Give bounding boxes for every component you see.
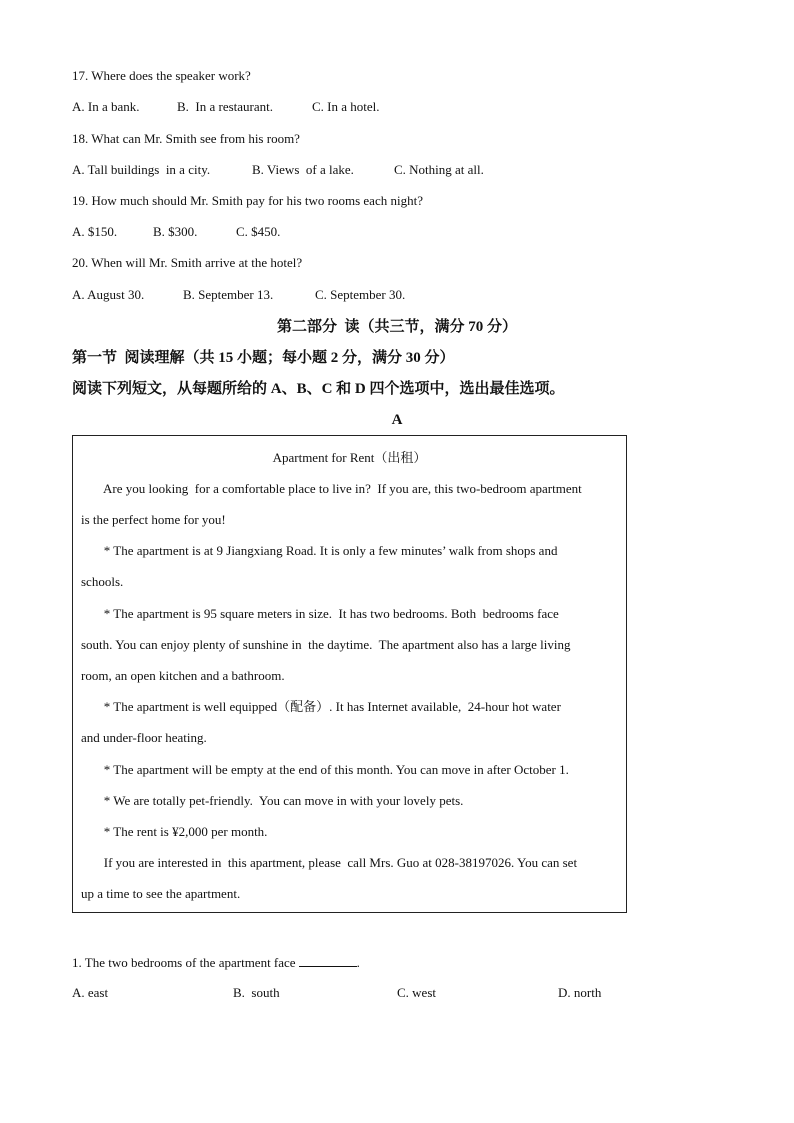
option: B. south xyxy=(233,985,280,1000)
ad-line: * We are totally pet-friendly. You can move in with your lovely pets. xyxy=(81,793,464,808)
ad-title: Apartment for Rent（出租） xyxy=(272,450,427,465)
ad-line: up a time to see the apartment. xyxy=(81,886,241,901)
ad-line: * The apartment is well equipped（配备）. It has Internet available, 24-hour hot water xyxy=(81,699,561,714)
ad-line: is the perfect home for you! xyxy=(81,512,226,527)
instruction: 阅读下列短文，从每题所给的 A、B、C 和 D 四个选项中，选出最佳选项。 xyxy=(72,381,565,397)
option: D. north xyxy=(558,985,602,1000)
ad-line: room, an open kitchen and a bathroom. xyxy=(81,668,285,683)
ad-line: * The apartment will be empty at the end of this month. You can move in after October 1. xyxy=(81,762,569,777)
option: C. In a hotel. xyxy=(312,99,380,114)
option: B. $300. xyxy=(153,224,198,239)
ad-line: * The apartment is at 9 Jiangxiang Road. It is only a few minutes’ walk from shops and xyxy=(81,543,558,558)
option: A. east xyxy=(72,985,109,1000)
option: C. $450. xyxy=(236,224,281,239)
option: A. In a bank. xyxy=(72,99,140,114)
ad-line: * The rent is ¥2,000 per month. xyxy=(81,824,268,839)
section1-heading: 第一节 阅读理解（共 15 小题；每小题 2 分，满分 30 分） xyxy=(72,350,455,366)
question-1-period: . xyxy=(356,955,360,970)
option: B. September 13. xyxy=(183,287,274,302)
question-1 xyxy=(72,954,360,971)
question-17: 17. Where does the speaker work? xyxy=(72,68,251,83)
question-18: 18. What can Mr. Smith see from his room? xyxy=(72,131,300,146)
part2-title: 第二部分 读（共三节，满分 70 分） xyxy=(276,319,517,335)
apartment-ad-box xyxy=(72,435,627,913)
option: A. Tall buildings in a city. xyxy=(72,162,211,177)
question-20: 20. When will Mr. Smith arrive at the hotel? xyxy=(72,255,303,270)
passage-label: A xyxy=(391,412,403,428)
ad-line: Are you looking for a comfortable place to live in? If you are, this two-bedroom apartment xyxy=(81,481,582,496)
ad-line: south. You can enjoy plenty of sunshine in the daytime. The apartment also has a large living xyxy=(81,637,571,652)
answer-blank[interactable] xyxy=(299,954,357,967)
option: B. In a restaurant. xyxy=(177,99,274,114)
ad-line: * The apartment is 95 square meters in size. It has two bedrooms. Both bedrooms face xyxy=(81,606,559,621)
ad-line: schools. xyxy=(81,574,124,589)
option: C. September 30. xyxy=(315,287,406,302)
option: A. $150. xyxy=(72,224,118,239)
option: A. August 30. xyxy=(72,287,145,302)
option: B. Views of a lake. xyxy=(252,162,354,177)
option: C. west xyxy=(397,985,436,1000)
ad-line: If you are interested in this apartment, please call Mrs. Guo at 028-38197026. You can set xyxy=(81,855,578,870)
ad-line: and under-floor heating. xyxy=(81,730,207,745)
question-1-text: 1. The two bedrooms of the apartment face xyxy=(72,955,296,970)
option: C. Nothing at all. xyxy=(394,162,484,177)
question-19: 19. How much should Mr. Smith pay for his two rooms each night? xyxy=(72,193,423,208)
